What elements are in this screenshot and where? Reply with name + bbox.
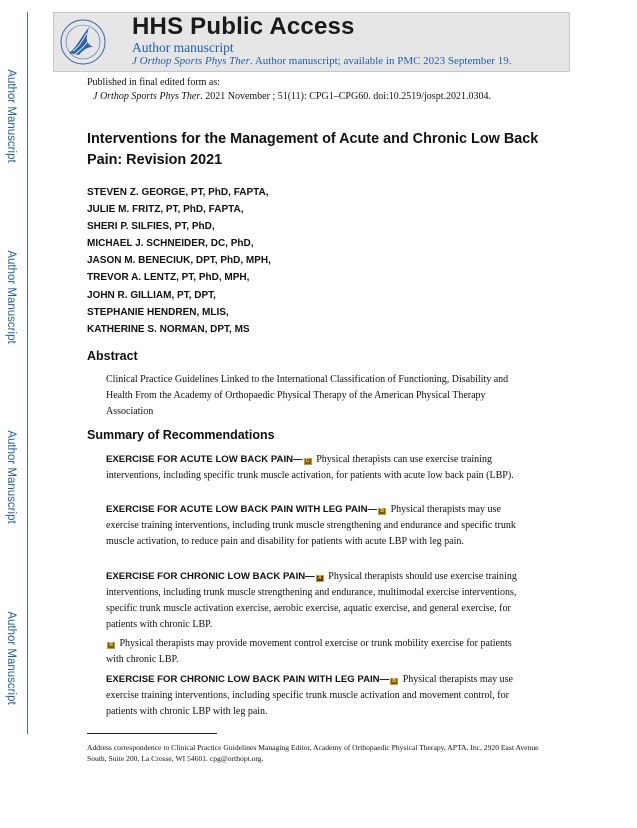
recommendation-item <box>106 502 528 550</box>
recommendation-item <box>106 452 528 484</box>
banner-subtitle: Author manuscript <box>132 40 234 55</box>
article-title: Interventions for the Management of Acute and Chronic Low Back Pain: Revision 2021 <box>87 131 539 168</box>
author-item: JASON M. BENECIUK, DPT, PhD, MPH, <box>87 255 271 267</box>
author-item: JOHN R. GILLIAM, PT, DPT, <box>87 289 216 301</box>
author-item: KATHERINE S. NORMAN, DPT, MS <box>87 323 250 335</box>
correspondence-footnote: Address correspondence to Clinical Practice Guidelines Managing Editor, Academy of Orthopaedic Physical Therapy, APTA, Inc, 2920 East Avenue South, Suite 200, La Crosse, WI 54601. cpg@orthopt.org. <box>87 743 539 763</box>
recommendation-text: Physical therapists may use exercise training interventions, including specific trunk muscle activation and movement control, for patients with chronic LBP with leg pain. <box>106 674 513 717</box>
author-item: SHERI P. SILFIES, PT, PhD, <box>87 221 215 233</box>
citation-details: . 2021 November ; 51(11): CPG1–CPG60. doi:10.2519/jospt.2021.0304. <box>200 91 491 102</box>
published-label: Published in final edited form as: <box>87 77 221 88</box>
recommendation-text: Physical therapists may provide movement control exercise or trunk mobility exercise for patients with chronic LBP. <box>106 638 512 665</box>
hhs-eagle-seal-icon <box>59 17 107 67</box>
recommendation-heading: EXERCISE FOR ACUTE LOW BACK PAIN WITH LEG PAIN— <box>106 504 378 515</box>
recommendation-item <box>106 569 528 633</box>
sidebar-label-3: Author Manuscript <box>5 430 17 524</box>
sidebar-divider <box>27 12 28 734</box>
citation-journal: J Orthop Sports Phys Ther <box>93 91 201 102</box>
grade-badge-icon: B <box>390 678 398 685</box>
author-item: STEVEN Z. GEORGE, PT, PhD, FAPTA, <box>87 187 269 198</box>
sidebar-label-2: Author Manuscript <box>5 250 17 344</box>
grade-badge-icon: A <box>316 575 324 582</box>
abstract-text: Clinical Practice Guidelines Linked to the International Classification of Functioning, Disability and Health From the Academy of Orthopaedic Physical Therapy of the American Physical Therapy Association <box>106 374 509 417</box>
recommendation-item <box>106 636 528 668</box>
abstract-heading: Abstract <box>87 349 138 363</box>
summary-heading: Summary of Recommendations <box>87 428 275 442</box>
recommendation-heading: EXERCISE FOR CHRONIC LOW BACK PAIN— <box>106 571 315 582</box>
hhs-banner <box>53 12 570 72</box>
grade-badge-icon: C <box>304 458 312 465</box>
banner-title: HHS Public Access <box>132 13 355 40</box>
grade-badge-icon: B <box>107 642 115 649</box>
recommendation-heading: EXERCISE FOR CHRONIC LOW BACK PAIN WITH LEG PAIN— <box>106 674 390 685</box>
author-item: STEPHANIE HENDREN, MLIS, <box>87 306 229 318</box>
author-item: TREVOR A. LENTZ, PT, PhD, MPH, <box>87 272 250 284</box>
recommendation-item <box>106 672 528 720</box>
recommendation-heading: EXERCISE FOR ACUTE LOW BACK PAIN— <box>106 454 303 465</box>
banner-journal: J Orthop Sports Phys Ther <box>132 55 250 67</box>
author-item: MICHAEL J. SCHNEIDER, DC, PhD, <box>87 238 254 250</box>
grade-badge-icon: B <box>378 508 386 515</box>
sidebar-label-1: Author Manuscript <box>5 69 17 163</box>
recommendation-text: Physical therapists can use exercise training interventions, including specific trunk muscle activation, for patients with acute low back pain (LBP). <box>106 454 514 481</box>
banner-availability: . Author manuscript; available in PMC 2023 September 19. <box>249 55 512 67</box>
sidebar-label-4: Author Manuscript <box>5 611 17 705</box>
author-item: JULIE M. FRITZ, PT, PhD, FAPTA, <box>87 204 244 216</box>
recommendation-text: Physical therapists may use exercise training interventions, including trunk muscle strengthening and endurance and specific trunk muscle activation, to reduce pain and disability for patients with acute LBP with leg pain. <box>106 504 516 547</box>
footnote-divider <box>87 733 217 734</box>
banner-journal-line <box>132 55 511 67</box>
author-list <box>87 184 271 338</box>
citation-line <box>93 91 491 102</box>
recommendation-text: Physical therapists should use exercise training interventions, including trunk muscle strengthening and endurance, multimodal exercise interventions, specific trunk muscle activation exercise, aerobic exercise, aquatic exercise, and general exercise, for patients with chronic LBP. <box>106 571 517 630</box>
